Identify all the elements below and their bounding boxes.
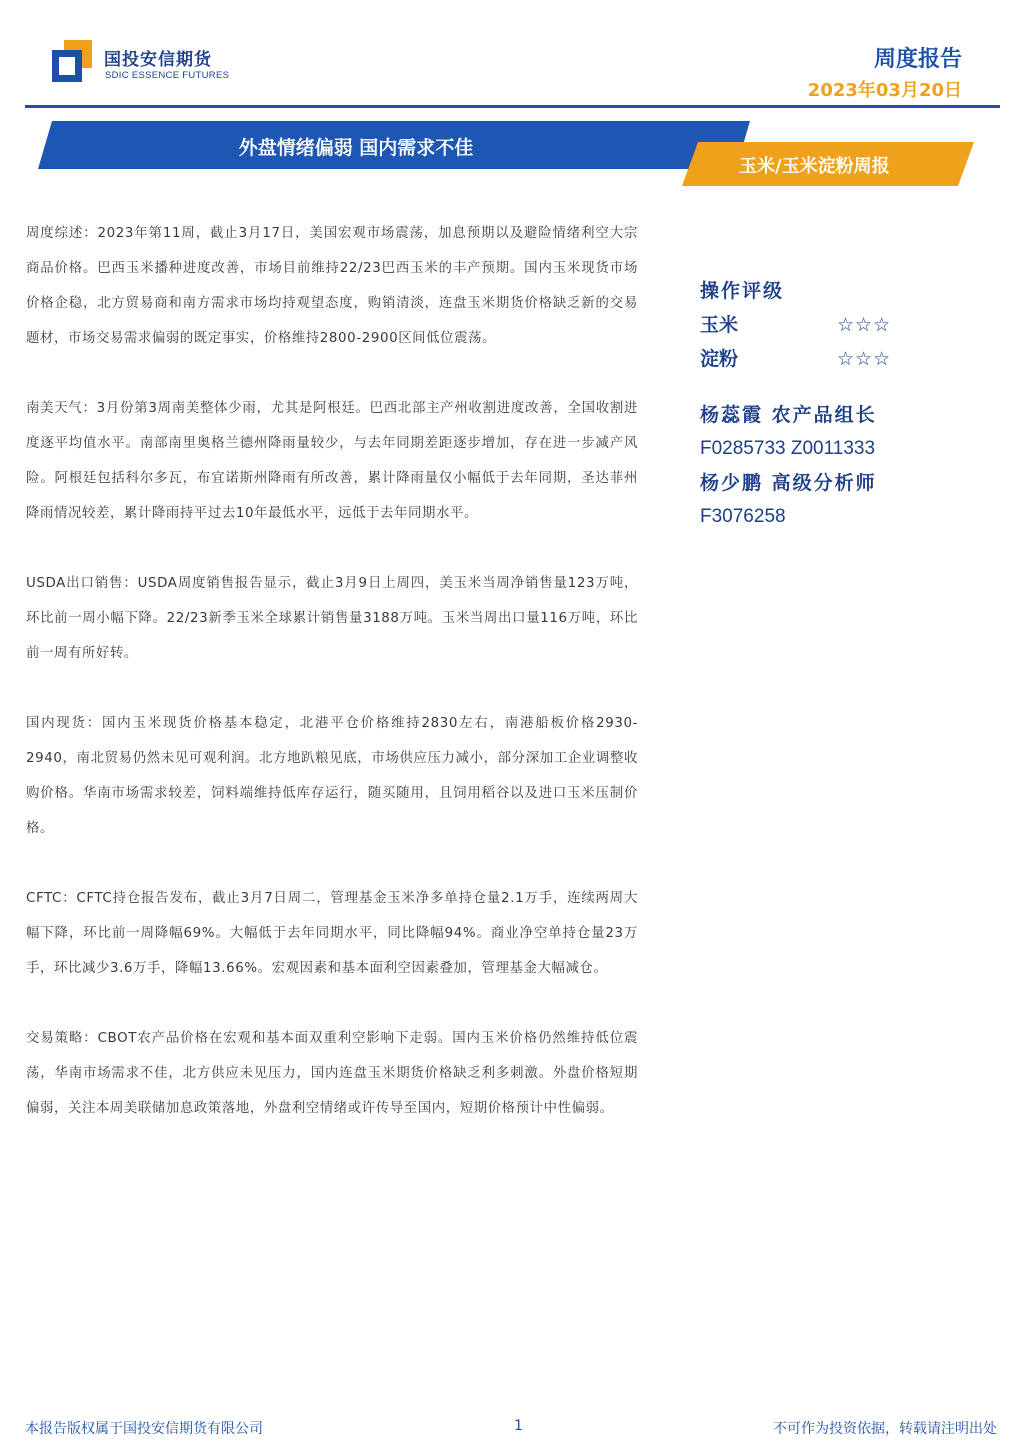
sidebar xyxy=(700,274,1000,534)
headline-title: 外盘情绪偏弱 国内需求不佳 xyxy=(238,137,474,159)
analyst-1-license: F0285733 Z0011333 xyxy=(700,438,876,459)
rating-row-corn xyxy=(700,308,1000,342)
report-body xyxy=(26,216,638,1161)
company-name-cn: 国投安信期货 xyxy=(104,50,212,70)
page-number: 1 xyxy=(514,1418,523,1434)
analyst-2-license: F3076258 xyxy=(700,506,786,527)
company-logo xyxy=(52,40,232,88)
category-title: 玉米/玉米淀粉周报 xyxy=(739,156,890,177)
report-date: 2023年03月20日 xyxy=(807,80,962,101)
logo-mark-icon xyxy=(52,40,92,82)
paragraph-trading-strategy: 交易策略：CBOT农产品价格在宏观和基本面双重利空影响下走弱。国内玉米价格仍然维持低位震荡，华南市场需求不佳，北方供应未见压力，国内连盘玉米期货价格缺乏利多刺激。外盘价格短期偏弱，关注本周美联储加息政策落地，外盘利空情绪或许传导至国内，短期价格预计中性偏弱。 xyxy=(26,1031,638,1116)
analyst-2: 杨少鹏 高级分析师 xyxy=(700,472,877,494)
paragraph-domestic-spot: 国内现货：国内玉米现货价格基本稳定，北港平仓价格维持2830左右，南港船板价格2930-2940，南北贸易仍然未见可观利润。北方地趴粮见底，市场供应压力减小，部分深加工企业调整收购价格。华南市场需求较差，饲料端维持低库存运行，随买随用，且饲用稻谷以及进口玉米压制价格。 xyxy=(26,716,638,836)
paragraph-south-america-weather: 南美天气：3月份第3周南美整体少雨，尤其是阿根廷。巴西北部主产州收割进度改善，全国收割进度逐平均值水平。南部南里奥格兰德州降雨量较少，与去年同期差距逐步增加，存在进一步减产风险。阿根廷包括科尔多瓦，布宜诺斯州降雨有所改善，累计降雨量仅小幅低于去年同期，圣达菲州降雨情况较差，累计降雨持平过去10年最低水平，远低于去年同期水平。 xyxy=(26,401,638,521)
rating-stars-icon: ☆☆☆ xyxy=(837,314,892,336)
footer-copyright: 本报告版权属于国投安信期货有限公司 xyxy=(25,1421,263,1437)
rating-row-starch xyxy=(700,342,1000,376)
analyst-1: 杨蕊霞 农产品组长 xyxy=(700,404,877,426)
rating-name: 淀粉 xyxy=(700,348,739,370)
rating-title: 操作评级 xyxy=(700,280,785,302)
report-type: 周度报告 xyxy=(873,47,962,72)
company-name-en: SDIC ESSENCE FUTURES xyxy=(105,70,230,81)
paragraph-cftc: CFTC：CFTC持仓报告发布，截止3月7日周二，管理基金玉米净多单持仓量2.1万手，连续两周大幅下降，环比前一周降幅69%。大幅低于去年同期水平，同比降幅94%。商业净空单持仓量23万手，环比减少3.6万手，降幅13.66%。宏观因素和基本面利空因素叠加，管理基金大幅减仓。 xyxy=(26,891,638,976)
rating-name: 玉米 xyxy=(700,314,739,336)
paragraph-weekly-summary: 周度综述：2023年第11周，截止3月17日，美国宏观市场震荡，加息预期以及避险情绪利空大宗商品价格。巴西玉米播种进度改善，市场目前维持22/23巴西玉米的丰产预期。国内玉米现货市场价格企稳，北方贸易商和南方需求市场均持观望态度，购销清淡，连盘玉米期货价格缺乏新的交易题材，市场交易需求偏弱的既定事实，价格维持2800-2900区间低位震荡。 xyxy=(26,226,638,346)
rating-stars-icon: ☆☆☆ xyxy=(837,348,892,370)
paragraph-usda-export-sales: USDA出口销售：USDA周度销售报告显示，截止3月9日上周四，美玉米当周净销售量123万吨，环比前一周小幅下降。22/23新季玉米全球累计销售量3188万吨。玉米当周出口量116万吨，环比前一周有所好转。 xyxy=(26,576,638,661)
header-divider xyxy=(25,105,1000,108)
footer-disclaimer: 不可作为投资依据，转载请注明出处 xyxy=(773,1421,997,1437)
